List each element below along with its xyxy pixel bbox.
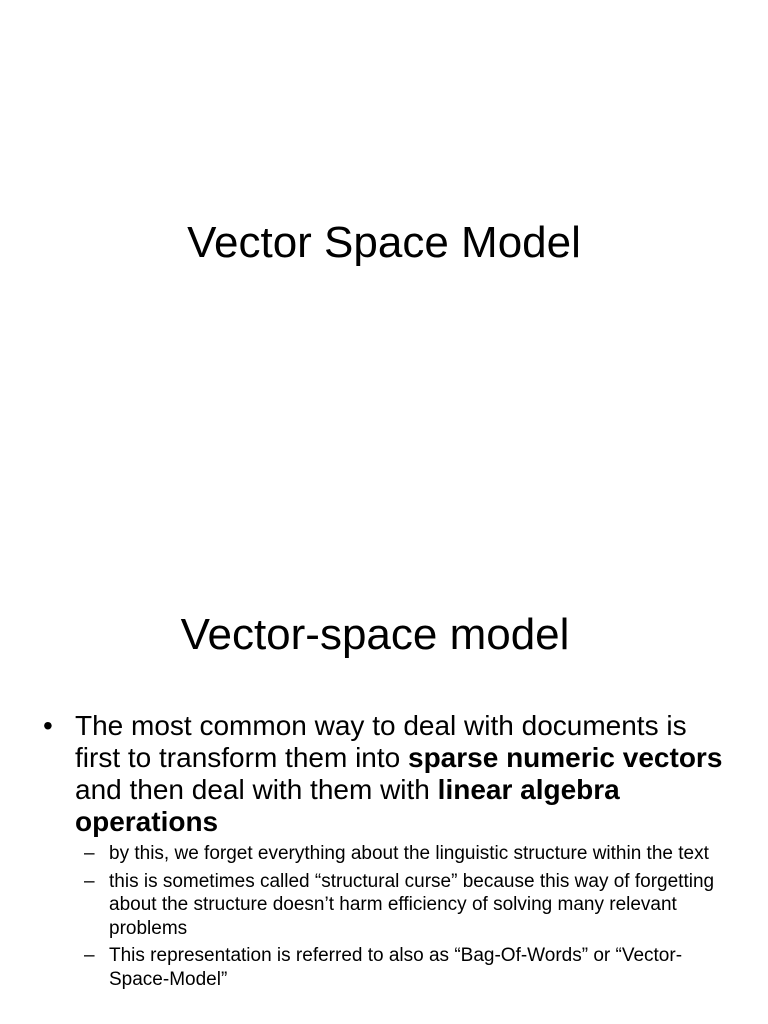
bullet-icon: • (43, 710, 53, 741)
slide-title: Vector-space model (180, 610, 570, 659)
sub-bullet-item (0, 842, 768, 866)
bullet-emphasis: linear algebra operations (75, 774, 620, 837)
slide-title: Vector Space Model (187, 218, 581, 267)
bullet-text: and then deal with them with (75, 774, 438, 805)
sub-bullet-list (0, 842, 768, 991)
sub-bullet-text: by this, we forget everything about the linguistic structure within the text (109, 843, 709, 864)
sub-bullet-item (0, 944, 768, 991)
bullet-item (0, 710, 768, 838)
dash-icon: – (84, 843, 95, 864)
dash-icon: – (84, 945, 95, 966)
dash-icon: – (84, 870, 95, 892)
slide-body (0, 710, 768, 995)
sub-bullet-text: this is sometimes called “structural curse” because this way of forgetting about the structure doesn’t harm efficiency of solving many relevant problems (109, 870, 715, 939)
sub-bullet-text: This representation is referred to also as “Bag-Of-Words” or “Vector-Space-Model” (109, 945, 683, 990)
sub-bullet-item (0, 870, 768, 941)
bullet-emphasis: sparse numeric vectors (408, 742, 723, 773)
bullet-text: The most common way to deal with documents is first to transform them into (75, 710, 687, 773)
